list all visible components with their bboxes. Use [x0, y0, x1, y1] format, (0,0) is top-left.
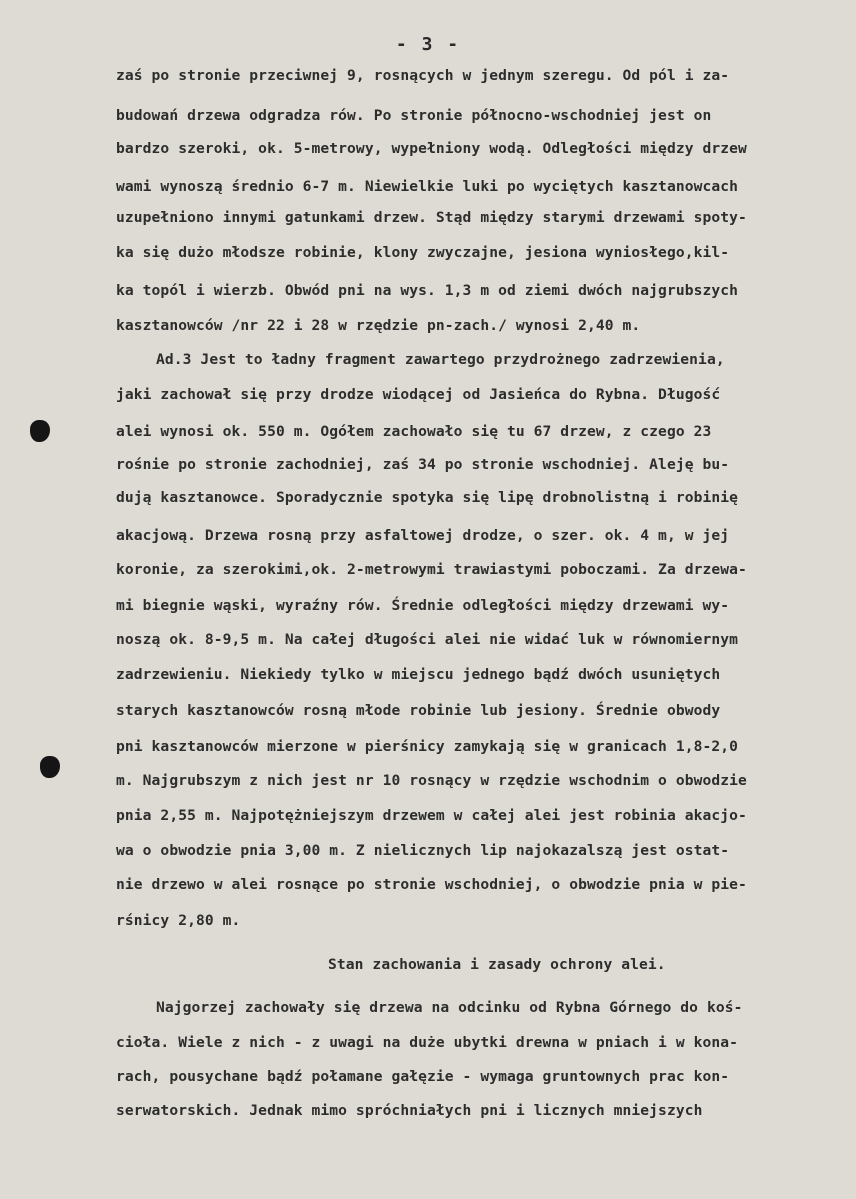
text-line: kasztanowców /nr 22 i 28 w rzędzie pn-zach./ wynosi 2,40 m.: [116, 317, 641, 334]
text-line: m. Najgrubszym z nich jest nr 10 rosnący w rzędzie wschodnim o obwodzie: [116, 772, 747, 789]
page-number: - 3 -: [395, 34, 461, 55]
text-line: dują kasztanowce. Sporadycznie spotyka się lipę drobnolistną i robinię: [116, 489, 739, 506]
text-line: uzupełniono innymi gatunkami drzew. Stąd między starymi drzewami spoty-: [116, 209, 747, 226]
text-line: rośnie po stronie zachodniej, zaś 34 po stronie wschodniej. Aleję bu-: [116, 456, 730, 473]
text-line: zadrzewieniu. Niekiedy tylko w miejscu jednego bądź dwóch usuniętych: [116, 666, 721, 683]
text-line: starych kasztanowców rosną młode robinie lub jesiony. Średnie obwody: [116, 702, 721, 719]
text-line: nie drzewo w alei rosnące po stronie wschodniej, o obwodzie pnia w pie-: [116, 876, 747, 893]
paragraph-start-line: Najgorzej zachowały się drzewa na odcinku od Rybna Górnego do koś-: [156, 999, 743, 1016]
text-line: rśnicy 2,80 m.: [116, 912, 241, 929]
text-line: noszą ok. 8-9,5 m. Na całej długości alei nie widać luk w równomiernym: [116, 631, 739, 648]
text-line: wa o obwodzie pnia 3,00 m. Z nielicznych lip najokazalszą jest ostat-: [116, 842, 730, 859]
text-line: ka się dużo młodsze robinie, klony zwyczajne, jesiona wyniosłego,kil-: [116, 244, 730, 261]
text-line: serwatorskich. Jednak mimo spróchniałych pni i licznych mniejszych: [116, 1102, 703, 1119]
punch-hole: [40, 756, 60, 778]
text-line: jaki zachował się przy drodze wiodącej od Jasieńca do Rybna. Długość: [116, 386, 721, 403]
text-line: ka topól i wierzb. Obwód pni na wys. 1,3 m od ziemi dwóch najgrubszych: [116, 282, 739, 299]
section-heading: Stan zachowania i zasady ochrony alei.: [328, 956, 666, 973]
text-line: bardzo szeroki, ok. 5-metrowy, wypełniony wodą. Odległości między drzew: [116, 140, 747, 157]
text-line: rach, pousychane bądź połamane gałęzie - wymaga gruntownych prac kon-: [116, 1068, 730, 1085]
text-line: pnia 2,55 m. Najpotężniejszym drzewem w całej alei jest robinia akacjo-: [116, 807, 747, 824]
text-line: zaś po stronie przeciwnej 9, rosnących w jednym szeregu. Od pól i za-: [116, 67, 730, 84]
text-line: budowań drzewa odgradza rów. Po stronie północno-wschodniej jest on: [116, 107, 712, 124]
text-line: mi biegnie wąski, wyraźny rów. Średnie odległości między drzewami wy-: [116, 597, 730, 614]
text-line: alei wynosi ok. 550 m. Ogółem zachowało się tu 67 drzew, z czego 23: [116, 423, 712, 440]
text-line: pni kasztanowców mierzone w pierśnicy zamykają się w granicach 1,8-2,0: [116, 738, 739, 755]
text-line: cioła. Wiele z nich - z uwagi na duże ubytki drewna w pniach i w kona-: [116, 1034, 739, 1051]
text-line: akacjową. Drzewa rosną przy asfaltowej drodze, o szer. ok. 4 m, w jej: [116, 527, 730, 544]
punch-hole: [30, 420, 50, 442]
text-line: wami wynoszą średnio 6-7 m. Niewielkie luki po wyciętych kasztanowcach: [116, 178, 739, 195]
paragraph-start-line: Ad.3 Jest to ładny fragment zawartego przydrożnego zadrzewienia,: [156, 351, 725, 368]
text-line: koronie, za szerokimi,ok. 2-metrowymi trawiastymi poboczami. Za drzewa-: [116, 561, 747, 578]
